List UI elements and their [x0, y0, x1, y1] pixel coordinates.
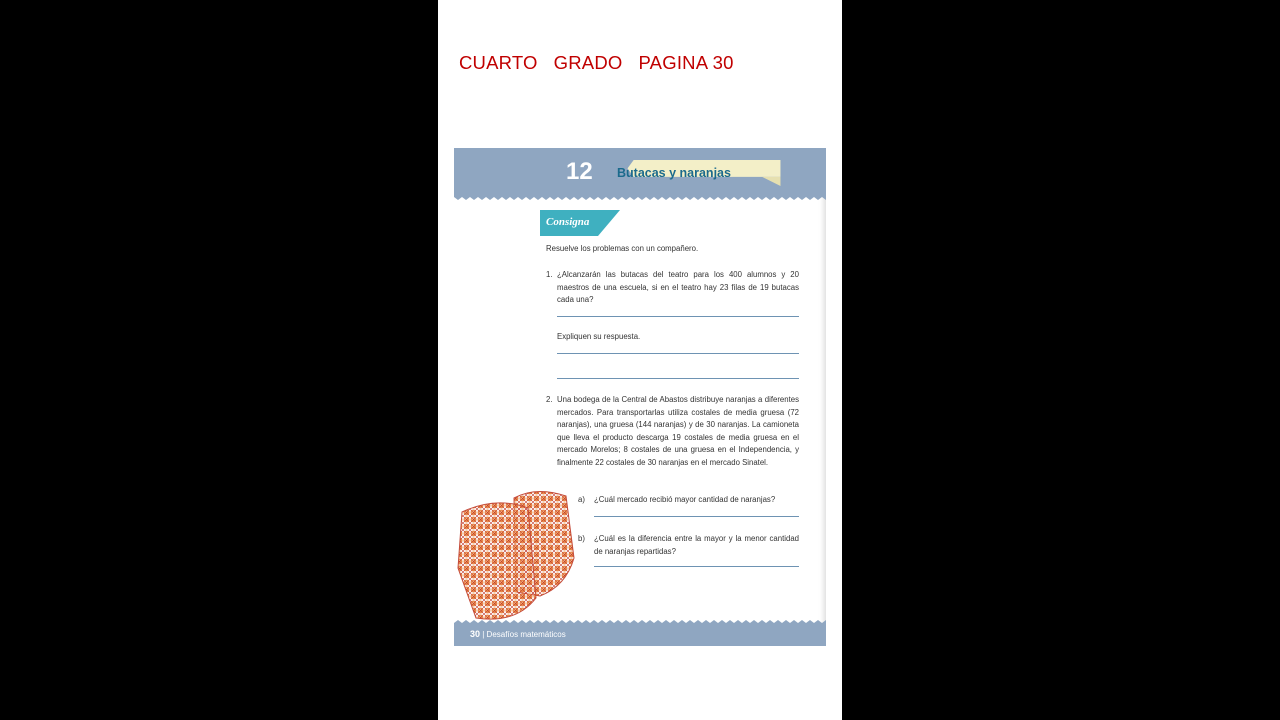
question-b-text: ¿Cuál es la diferencia entre la mayor y la menor cantidad de naranjas repartidas? — [594, 534, 799, 556]
intro-text: Resuelve los problemas con un compañero. — [546, 244, 699, 253]
orange-sacks-illustration — [456, 488, 578, 626]
header-zigzag — [454, 194, 826, 202]
explain-text: Expliquen su respuesta. — [557, 332, 641, 341]
slide — [438, 0, 842, 720]
question-a-label: a) — [578, 495, 585, 504]
answer-line — [594, 516, 799, 517]
book-title: | Desafíos matemáticos — [482, 630, 566, 639]
slide-title: CUARTO GRADO PAGINA 30 — [459, 52, 734, 73]
lesson-title: Butacas y naranjas — [617, 166, 731, 180]
problem-1-number: 1. — [546, 270, 553, 279]
page-footer — [470, 629, 566, 639]
answer-line — [557, 378, 799, 379]
answer-line — [557, 353, 799, 354]
problem-2-number: 2. — [546, 395, 553, 404]
page-number: 30 — [470, 629, 481, 639]
problem-1-text: ¿Alcanzarán las butacas del teatro para los 400 alumnos y 20 maestros de una escuela, si en el teatro hay 23 filas de 19 butacas cada una? — [557, 270, 799, 304]
answer-line — [557, 316, 799, 317]
question-b-label: b) — [578, 534, 585, 543]
lesson-number: 12 — [566, 158, 593, 185]
question-a-text: ¿Cuál mercado recibió mayor cantidad de naranjas? — [594, 495, 776, 504]
problem-2-text: Una bodega de la Central de Abastos distribuye naranjas a diferentes mercados. Para transportarlas utiliza costales de media gruesa (72 naranjas), una gruesa (144 naranjas) y de 30 naranjas. La camioneta que lleva el producto descarga 19 costales de media gruesa en el mercado Morelos; 8 costales de una gruesa en el Independencia, y finalmente 22 costales de 30 naranjas en el mercado Sinatel. — [557, 395, 799, 467]
consigna-label: Consigna — [546, 216, 590, 228]
answer-line — [594, 566, 799, 567]
textbook-page — [454, 148, 826, 646]
